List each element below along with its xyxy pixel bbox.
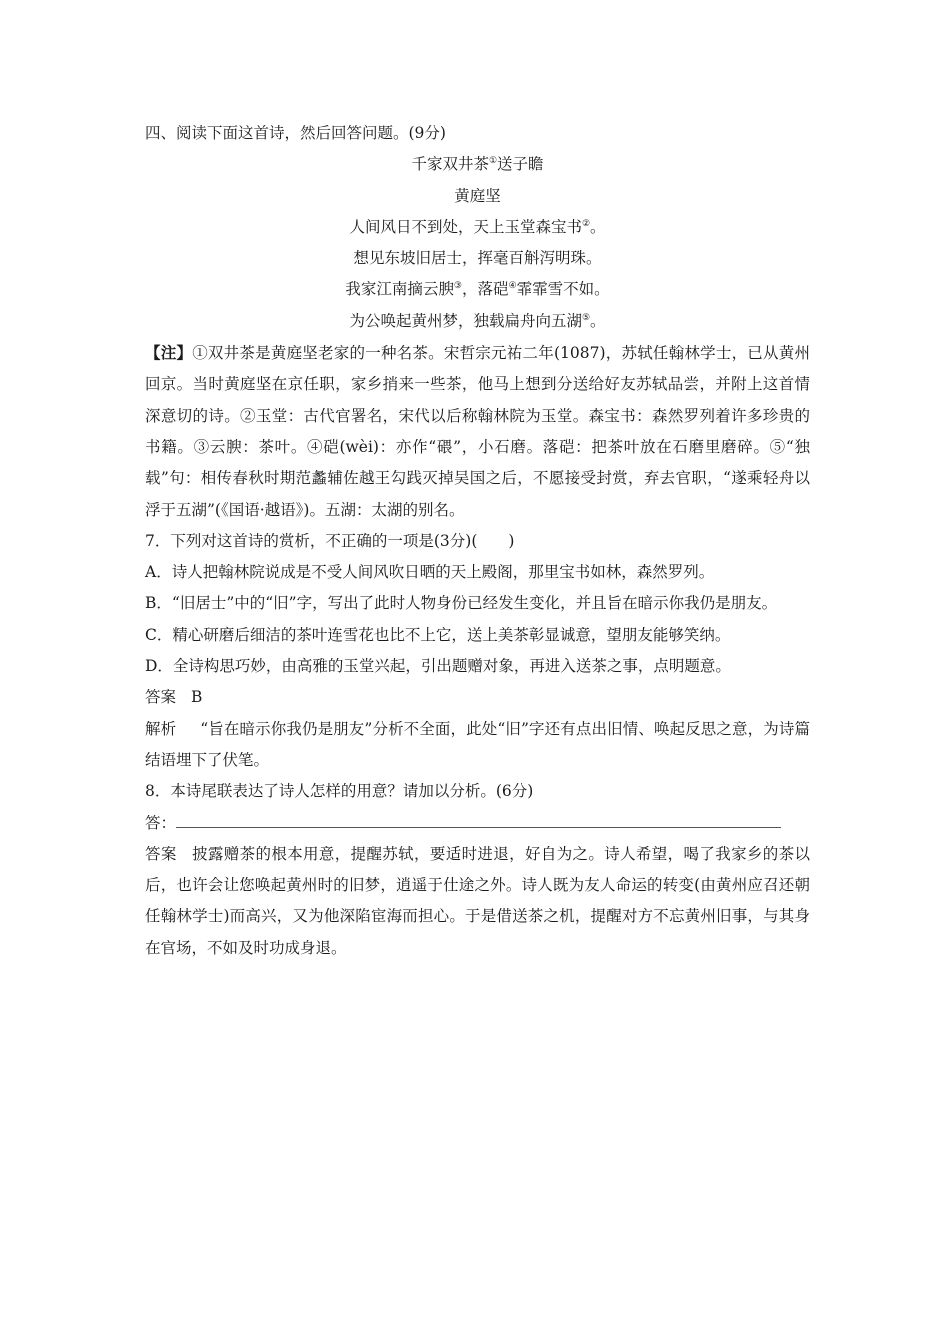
answer-label: 答案: [145, 688, 177, 707]
question-7-option-b: B．“旧居士”中的“旧”字，写出了此时人物身份已经发生变化，并且旨在暗示你我仍是朋友。: [145, 594, 778, 613]
analysis-text: “旨在暗示你我仍是朋友”分析不全面，此处“旧”字还有点出旧情、唤起反思之意，为诗篇结语埋下了伏笔。: [145, 719, 810, 769]
question-8-stem: 8．本诗尾联表达了诗人怎样的用意？请加以分析。(6分): [145, 782, 534, 801]
poem-line-3: 我家江南摘云腴③，落硙④霏霏雪不如。: [345, 280, 610, 299]
question-8-answer-prompt: 答：: [145, 808, 810, 839]
poem-line-4: 为公唤起黄州梦，独载扁舟向五湖⑤。: [349, 311, 606, 330]
question-8-answer: [145, 839, 810, 964]
answer-value: B: [191, 688, 203, 707]
note-label: 【注】: [145, 343, 193, 363]
answer-text: 披露赠茶的根本用意，提醒苏轼，要适时进退，好自为之。诗人希望，喝了我家乡的茶以后，也许会让您唤起黄州时的旧梦，逍遥于仕途之外。诗人既为友人命运的转变(由黄州应召还朝任翰林学士)而高兴，又为他深陷宦海而担心。于是借送茶之机，提醒对方不忘黄州旧事，与其身在官场，不如及时功成身退。: [145, 844, 810, 957]
section-heading: 四、阅读下面这首诗，然后回答问题。(9分): [145, 124, 446, 142]
poem-line-1: 人间风日不到处，天上玉堂森宝书②。: [349, 217, 606, 236]
question-7-stem: 7．下列对这首诗的赏析，不正确的一项是(3分)( ): [145, 531, 515, 550]
question-7-answer: [145, 682, 810, 713]
question-7-option-a: A．诗人把翰林院说成是不受人间风吹日晒的天上殿阁，那里宝书如林，森然罗列。: [145, 563, 715, 582]
question-7-option-d: D．全诗构思巧妙，由高雅的玉堂兴起，引出题赠对象，再进入送茶之事，点明题意。: [145, 657, 731, 676]
answer-blank-line[interactable]: [176, 811, 781, 828]
document-content: [145, 118, 810, 964]
poem-title: 千家双井茶①送子瞻: [411, 155, 544, 174]
note-text: ①双井茶是黄庭坚老家的一种名茶。宋哲宗元祐二年(1087)，苏轼任翰林学士，已从黄州回京。当时黄庭坚在京任职，家乡捎来一些茶，他马上想到分送给好友苏轼品尝，并附上这首情深意切的诗。②玉堂：古代官署名，宋代以后称翰林院为玉堂。森宝书：森然罗列着许多珍贵的书籍。③云腴：茶叶。④硙(wèi)：亦作“碨”，小石磨。落硙：把茶叶放在石磨里磨碎。⑤“独载”句：相传春秋时期范蠡辅佐越王勾践灭掉吴国之后，不愿接受封赏，弃去官职，“遂乘轻舟以浮于五湖”(《国语·越语》)。五湖：太湖的别名。: [145, 344, 810, 519]
poem-line-2: 想见东坡旧居士，挥毫百斛泻明珠。: [353, 249, 602, 268]
question-7-option-c: C．精心研磨后细洁的茶叶连雪花也比不上它，送上美茶彰显诚意，望朋友能够笑纳。: [145, 625, 731, 644]
poem-notes: [145, 337, 810, 526]
poem-author: 黄庭坚: [454, 186, 501, 205]
question-7-analysis: [145, 714, 810, 777]
analysis-label: 解析: [145, 719, 177, 738]
answer-label: 答案: [145, 844, 177, 863]
